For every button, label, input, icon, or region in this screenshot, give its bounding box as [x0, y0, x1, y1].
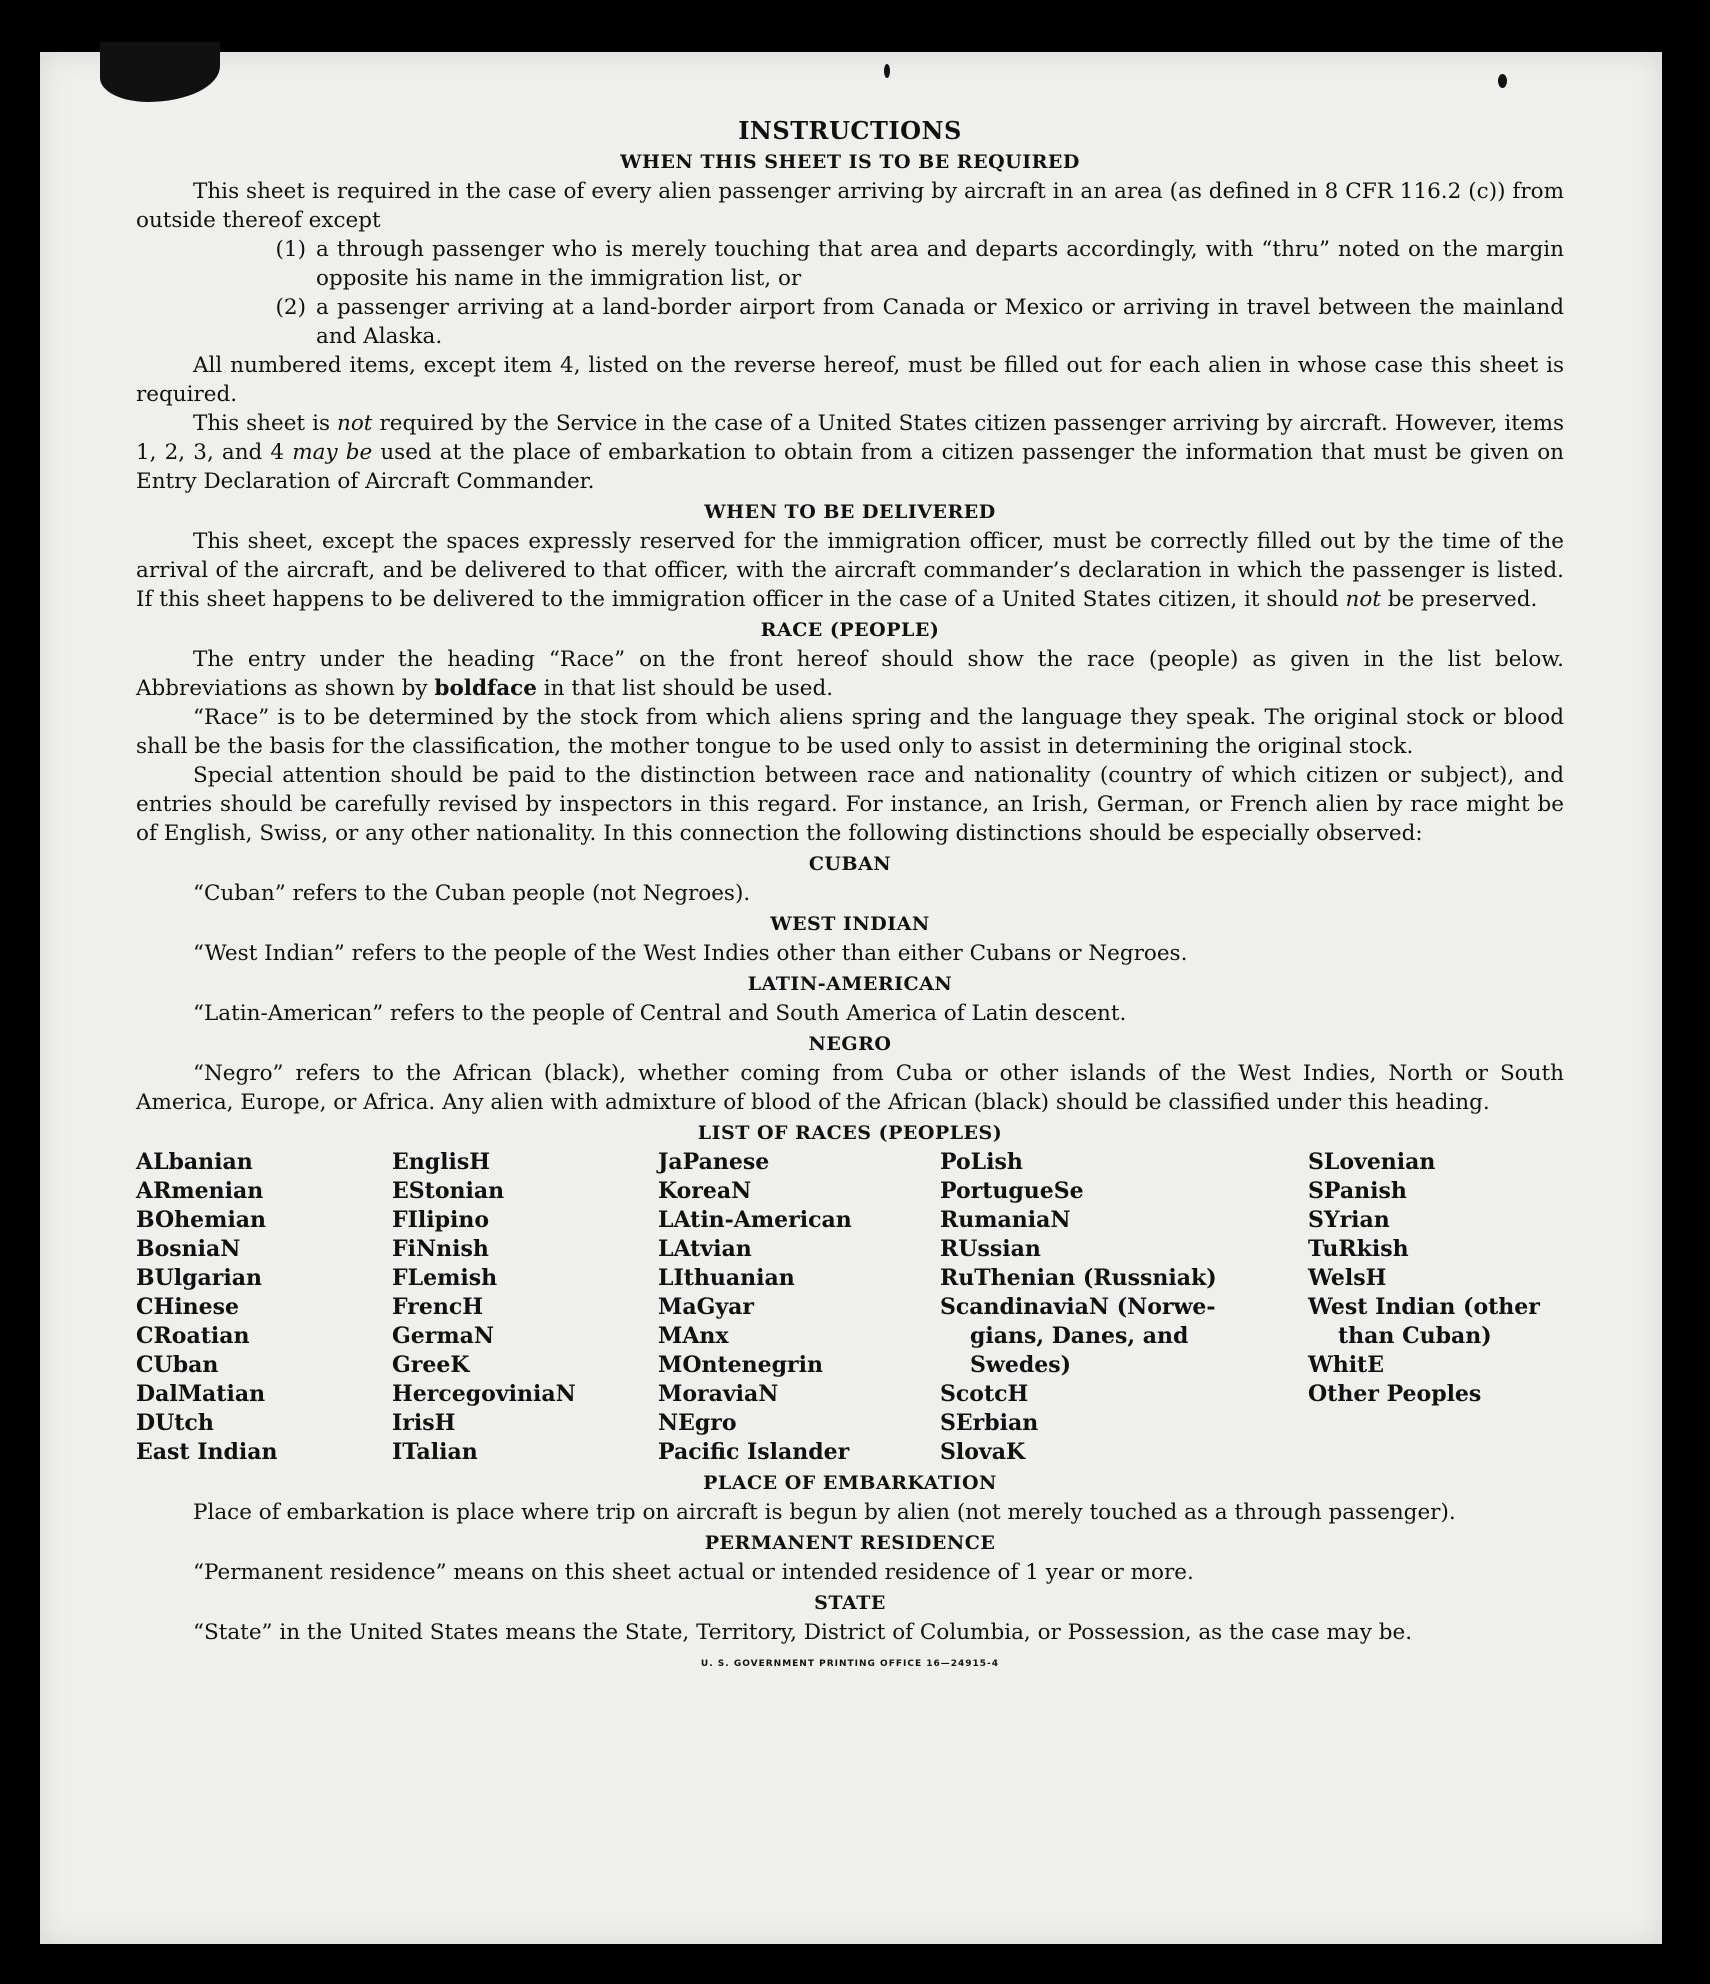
race-column-4 — [940, 1148, 1308, 1467]
race-entry: CRoatian — [136, 1323, 250, 1349]
exception-item — [136, 293, 1564, 351]
race-entry: FLemish — [392, 1265, 498, 1291]
document-page — [40, 52, 1662, 1944]
race-column-5 — [1308, 1148, 1558, 1467]
race-entry: GreeK — [392, 1352, 470, 1378]
race-entry: FrencH — [392, 1294, 483, 1320]
race-entry: Pacific Islander — [658, 1439, 850, 1465]
race-entry: NEgro — [658, 1410, 737, 1436]
latin-american-text: “Latin-American” refers to the people of Central and South America of Latin descent. — [193, 1001, 1127, 1026]
race-column-1 — [136, 1148, 392, 1467]
race-entry: JaPanese — [658, 1149, 770, 1175]
page-title: INSTRUCTIONS — [738, 116, 962, 145]
race-entry: East Indian — [136, 1439, 278, 1465]
section-heading-embarkation: PLACE OF EMBARKATION — [703, 1472, 997, 1494]
race-entry: WhitE — [1308, 1352, 1384, 1378]
race-entry: BUlgarian — [136, 1265, 262, 1291]
race-entry: DalMatian — [136, 1381, 266, 1407]
race-entry: EStonian — [392, 1178, 505, 1204]
race-list — [136, 1148, 1564, 1467]
required-paragraph: This sheet is required in the case of every alien passenger arriving by aircraft in an area (as defined in 8 CFR 116.2 (c)) from outside thereof except — [136, 179, 1564, 233]
race-entry: DUtch — [136, 1410, 214, 1436]
item-text: a through passenger who is merely touching that area and departs accordingly, with “thru” noted on the margin opposite his name in the immigration list, or — [316, 237, 1564, 291]
race-entry: MAnx — [658, 1323, 729, 1349]
negro-text: “Negro” refers to the African (black), whether coming from Cuba or other islands of the West Indies, North or South America, Europe, or Africa. Any alien with admixture of blood of the African (black) should be classified under this heading. — [136, 1061, 1564, 1115]
permanent-residence-text: “Permanent residence” means on this sheet actual or intended residence of 1 year or more. — [193, 1560, 1194, 1585]
section-heading-list-of-races: LIST OF RACES (PEOPLES) — [697, 1122, 1003, 1144]
section-heading-state: STATE — [814, 1592, 886, 1614]
punch-mark — [1498, 74, 1507, 88]
race-entry: SPanish — [1308, 1178, 1407, 1204]
race-column-3 — [658, 1148, 940, 1467]
race-entry: BosniaN — [136, 1236, 241, 1262]
race-entry: MoraviaN — [658, 1381, 779, 1407]
race-entry: SYrian — [1308, 1207, 1390, 1233]
exception-item — [136, 235, 1564, 293]
section-heading-latin-american: LATIN-AMERICAN — [747, 973, 953, 995]
race-paragraph-2: “Race” is to be determined by the stock from which aliens spring and the language they speak. The original stock or blood shall be the basis for the classification, the mother tongue to be used only to assist in determining the original stock. — [136, 705, 1564, 759]
race-entry: CHinese — [136, 1294, 240, 1320]
torn-corner — [100, 42, 220, 102]
race-entry: RUssian — [940, 1236, 1041, 1262]
race-entry: HercegoviniaN — [392, 1381, 576, 1407]
west-indian-text: “West Indian” refers to the people of the West Indies other than either Cubans or Negroes. — [193, 941, 1188, 966]
numbered-items-paragraph: All numbered items, except item 4, listed on the reverse hereof, must be filled out for each alien in whose case this sheet is required. — [136, 353, 1564, 407]
race-entry: CUban — [136, 1352, 219, 1378]
race-column-2 — [392, 1148, 658, 1467]
race-entry: LIthuanian — [658, 1265, 795, 1291]
race-entry: ITalian — [392, 1439, 478, 1465]
race-entry: FiNnish — [392, 1236, 489, 1262]
section-heading-required: WHEN THIS SHEET IS TO BE REQUIRED — [620, 151, 1080, 173]
race-entry: ARmenian — [136, 1178, 264, 1204]
punch-mark — [884, 64, 890, 78]
race-entry: BOhemian — [136, 1207, 267, 1233]
race-entry-continued: gians, Danes, and — [970, 1323, 1189, 1349]
section-heading-delivered: WHEN TO BE DELIVERED — [704, 501, 996, 523]
race-entry: GermaN — [392, 1323, 495, 1349]
race-entry: ALbanian — [136, 1149, 253, 1175]
race-entry: WelsH — [1308, 1265, 1387, 1291]
race-entry: LAtin-American — [658, 1207, 852, 1233]
section-heading-negro: NEGRO — [808, 1033, 892, 1055]
section-heading-cuban: CUBAN — [808, 853, 892, 875]
race-entry: FIlipino — [392, 1207, 490, 1233]
state-text: “State” in the United States means the State, Territory, District of Columbia, or Possession, as the case may be. — [193, 1620, 1413, 1645]
embarkation-text: Place of embarkation is place where trip on aircraft is begun by alien (not merely touched as a through passenger). — [193, 1500, 1456, 1525]
race-entry: MOntenegrin — [658, 1352, 823, 1378]
delivered-paragraph: This sheet, except the spaces expressly reserved for the immigration officer, must be correctly filled out by the time of the arrival of the aircraft, and be delivered to that officer, with the aircraft commander’s declaration in which the passenger is listed. If this sheet happens to be delivered to the immigration officer in the case of a United States citizen, it should not be preserved. — [136, 529, 1564, 612]
race-entry: IrisH — [392, 1410, 456, 1436]
race-entry: West Indian (other — [1308, 1294, 1540, 1320]
race-entry: SErbian — [940, 1410, 1039, 1436]
printer-footer: U. S. GOVERNMENT PRINTING OFFICE 16—24915-4 — [700, 1659, 1000, 1669]
race-entry: PoLish — [940, 1149, 1023, 1175]
race-entry: TuRkish — [1308, 1236, 1409, 1262]
race-entry: SlovaK — [940, 1439, 1026, 1465]
race-entry: RumaniaN — [940, 1207, 1071, 1233]
item-text: a passenger arriving at a land-border airport from Canada or Mexico or arriving in travel between the mainland and Alaska. — [316, 295, 1564, 349]
section-heading-race: RACE (PEOPLE) — [760, 619, 940, 641]
race-entry: SLovenian — [1308, 1149, 1436, 1175]
race-entry: ScotcH — [940, 1381, 1029, 1407]
cuban-text: “Cuban” refers to the Cuban people (not Negroes). — [193, 881, 751, 906]
race-entry: ScandinaviaN (Norwe- — [940, 1294, 1216, 1320]
item-number: (2) — [275, 295, 306, 320]
race-entry: MaGyar — [658, 1294, 755, 1320]
section-heading-west-indian: WEST INDIAN — [770, 913, 930, 935]
citizen-paragraph: This sheet is not required by the Service in the case of a United States citizen passenger arriving by aircraft. However, items 1, 2, 3, and 4 may be used at the place of embarkation to obtain from a citizen passenger the information that must be given on Entry Declaration of Aircraft Commander. — [136, 411, 1564, 494]
race-entry: EnglisH — [392, 1149, 491, 1175]
race-entry: KoreaN — [658, 1178, 752, 1204]
race-paragraph-1: The entry under the heading “Race” on the front hereof should show the race (people) as given in the list below. Abbreviations as shown by boldface in that list should be used. — [136, 647, 1564, 701]
race-entry: PortugueSe — [940, 1178, 1084, 1204]
item-number: (1) — [275, 237, 306, 262]
race-entry: Other Peoples — [1308, 1381, 1482, 1407]
race-entry: RuThenian (Russniak) — [940, 1265, 1217, 1291]
instructions-content — [136, 116, 1564, 1669]
race-entry: LAtvian — [658, 1236, 752, 1262]
race-paragraph-3: Special attention should be paid to the distinction between race and nationality (country of which citizen or subject), and entries should be carefully revised by inspectors in this regard. For instance, an Irish, German, or French alien by race might be of English, Swiss, or any other nationality. In this connection the following distinctions should be especially observed: — [136, 763, 1564, 846]
race-entry-continued: than Cuban) — [1338, 1323, 1492, 1349]
section-heading-permanent-residence: PERMANENT RESIDENCE — [704, 1532, 996, 1554]
race-entry-continued: Swedes) — [970, 1352, 1071, 1378]
